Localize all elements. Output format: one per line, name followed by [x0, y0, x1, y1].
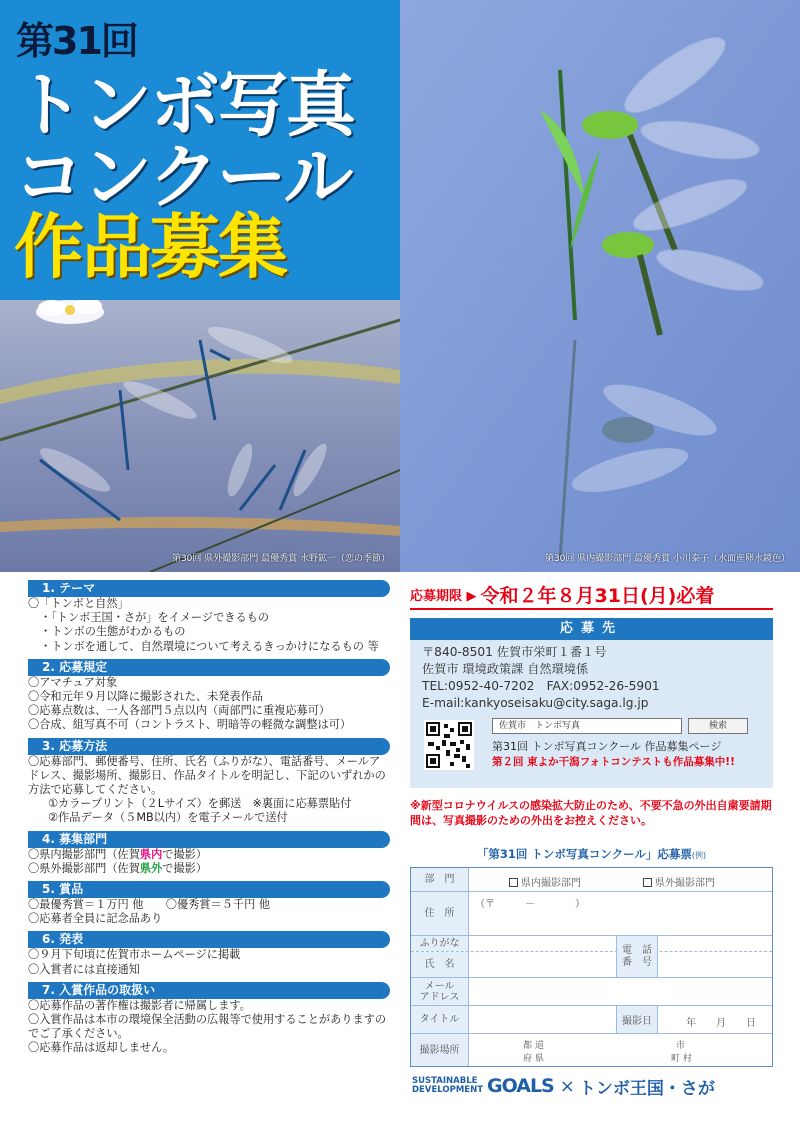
- search-input[interactable]: 佐賀市 トンボ写真: [492, 718, 682, 734]
- method-line: ①カラープリント（２Lサイズ）を郵送 ※裏面に応募票貼付: [48, 797, 352, 811]
- sdg-line-1: SUSTAINABLE: [412, 1076, 478, 1086]
- category-in-emphasis: 県内: [139, 847, 163, 861]
- form-label-address: 住 所: [411, 892, 469, 935]
- theme-line: ・「トンボ王国・さが」をイメージできるもの: [40, 611, 270, 625]
- date-day: 日: [746, 1018, 756, 1029]
- partner-logo: トンボ王国・さが: [578, 1078, 715, 1099]
- announcement-line: 〇入賞者には直接通知: [28, 962, 140, 976]
- contact-phone: TEL:0952-40-7202 FAX:0952-26-5901: [422, 679, 660, 693]
- guidelines-column: [28, 580, 390, 1056]
- theme-line: 〇「トンボと自然」: [28, 597, 129, 610]
- method-line: ②作品データ（５MB以内）を電子メールで送付: [48, 811, 288, 825]
- search-button[interactable]: 検索: [688, 718, 748, 734]
- entry-form-title: [410, 846, 773, 862]
- deadline-date: 令和２年８月31日(月)必着: [480, 584, 715, 607]
- form-row-email: [411, 978, 772, 1006]
- sdg-text: [412, 1077, 483, 1095]
- form-label-name: 氏 名: [411, 952, 469, 977]
- category-line-out: [28, 862, 390, 876]
- entry-form-title-text: 「第31回 トンボ写真コンクール」応募票: [476, 847, 692, 861]
- contact-office: 佐賀市 環境政策課 自然環境係: [422, 662, 589, 676]
- form-label-title: タイトル: [411, 1006, 469, 1033]
- photo-damselflies: [0, 300, 400, 572]
- checkbox-icon[interactable]: [509, 878, 518, 887]
- place-city-top: 市: [676, 1041, 686, 1051]
- rules-line: 〇合成、組写真不可（コントラスト、明暗等の軽微な調整は可）: [28, 718, 352, 732]
- postal-mark: （〒 － ）: [475, 899, 585, 910]
- deadline-banner: [410, 580, 773, 610]
- option-out-prefecture[interactable]: [643, 874, 715, 889]
- option-out-label: 県外撮影部門: [655, 878, 715, 889]
- handling-line: 〇入賞作品は本市の環境保全活動の広報等で使用することがありますのでご了承ください。: [28, 1013, 387, 1041]
- category-out-emphasis: 県外: [139, 861, 163, 875]
- section-heading-announcement: 6. 発表: [28, 931, 390, 948]
- search-row: [410, 716, 773, 776]
- method-line: 〇応募部門、郵便番号、住所、氏名（ふりがな）、電話番号、メールアドレス、撮影場所、撮影日、作品タイトルを明記し、下記のいずれかの方法で応募してください。: [28, 754, 386, 797]
- sdg-line-2: DEVELOPMENT: [412, 1085, 483, 1095]
- checkbox-icon[interactable]: [643, 878, 652, 887]
- place-city-bottom: 町 村: [671, 1054, 692, 1064]
- form-row-title: [411, 1006, 772, 1034]
- form-label-email: メール アドレス: [411, 978, 469, 1005]
- rules-line: 〇応募点数は、一人各部門５点以内（両部門に重複応募可）: [28, 704, 331, 718]
- date-year: 年: [686, 1018, 696, 1029]
- form-row-name: [411, 952, 772, 978]
- handling-line: 〇応募作品の著作権は撮影者に帰属します。: [28, 998, 251, 1012]
- contact-email[interactable]: E-mail:kankyoseisaku@city.saga.lg.jp: [422, 696, 649, 710]
- form-label-phone: 電 話 番 号: [616, 936, 658, 978]
- damselfly-photo-image: [0, 300, 400, 572]
- covid-notice: ※新型コロナウイルスの感染拡大防止のため、不要不急の外出自粛要請期間は、写真撮影のための外出をお控えください。: [410, 799, 772, 827]
- caption-right-photo: 第30回 県内撮影部門 最優秀賞 小川泰子（水面産卵水鏡色）: [544, 554, 790, 564]
- dragonfly-photo-image: [400, 0, 800, 572]
- category-out-suffix: で撮影）: [162, 861, 208, 875]
- prizes-line: 〇応募者全員に記念品あり: [28, 912, 163, 926]
- contact-heading: 応募先: [410, 618, 773, 640]
- form-row-place: [411, 1034, 772, 1066]
- form-label-kana: ふりがな: [411, 936, 469, 951]
- handling-line: 〇応募作品は返却しません。: [28, 1041, 175, 1055]
- theme-line: ・トンボを通して、自然環境について考えるきっかけになるもの 等: [40, 639, 379, 653]
- place-prefecture-top: 都 道: [523, 1041, 544, 1051]
- place-prefecture-bottom: 府 県: [523, 1054, 544, 1064]
- qr-code-icon[interactable]: [424, 720, 474, 770]
- event-label: 第２回 東よか干潟フォトコンテストも作品募集中!!: [492, 756, 735, 768]
- form-label-place: 撮影場所: [411, 1034, 469, 1066]
- prizes-line: 〇最優秀賞＝１万円 他 〇優秀賞＝５千円 他: [28, 898, 271, 912]
- title-line-2: コンクール: [14, 136, 352, 218]
- caption-left-photo: 第30回 県外撮影部門 最優秀賞 水野鉱一（恋の季節）: [171, 554, 390, 564]
- sdg-goals-logo: GOALS: [487, 1075, 554, 1097]
- edition-label: 第31回: [16, 19, 137, 63]
- title-panel: [0, 0, 400, 300]
- rules-line: 〇令和元年９月以降に撮影された、未発表作品: [28, 690, 263, 704]
- form-label-category: 部 門: [411, 868, 469, 891]
- entry-form-title-note: (例): [691, 851, 707, 860]
- date-month: 月: [716, 1018, 726, 1029]
- form-row-address: [411, 892, 772, 936]
- section-heading-method: 3. 応募方法: [28, 738, 390, 755]
- theme-line: ・トンボの生態がわかるもの: [40, 625, 186, 639]
- form-label-date: 撮影日: [616, 1006, 658, 1033]
- option-in-label: 県内撮影部門: [521, 878, 581, 889]
- category-line-in: [28, 848, 390, 862]
- title-line-3: 作品募集: [14, 206, 286, 288]
- form-row-kana: [411, 936, 772, 952]
- contact-box: [410, 618, 773, 788]
- footer-logos: [412, 1072, 772, 1100]
- deadline-label: 応募期限 ▶: [410, 588, 477, 604]
- rules-line: 〇アマチュア対象: [28, 675, 118, 689]
- section-heading-categories: 4. 募集部門: [28, 831, 390, 848]
- page-label: 第31回 トンボ写真コンクール 作品募集ページ: [492, 740, 722, 753]
- title-line-1: トンボ写真: [14, 64, 354, 146]
- entry-form: [410, 867, 773, 1067]
- category-in-prefix: 〇県内撮影部門（佐賀: [28, 847, 140, 861]
- form-row-category: [411, 868, 772, 892]
- section-heading-handling: 7. 入賞作品の取扱い: [28, 982, 390, 999]
- option-in-prefecture[interactable]: [509, 874, 581, 889]
- contact-postal: 〒840-8501 佐賀市栄町１番１号: [422, 645, 607, 659]
- section-heading-rules: 2. 応募規定: [28, 659, 390, 676]
- category-in-suffix: で撮影）: [162, 847, 208, 861]
- times-sign: ×: [559, 1075, 575, 1097]
- section-heading-prizes: 5. 賞品: [28, 881, 390, 898]
- contact-column: [410, 580, 773, 1067]
- category-out-prefix: 〇県外撮影部門（佐賀: [28, 861, 140, 875]
- announcement-line: 〇９月下旬頃に佐賀市ホームページに掲載: [28, 948, 241, 962]
- photo-dragonflies: [400, 0, 800, 572]
- section-heading-theme: 1. テーマ: [28, 580, 390, 597]
